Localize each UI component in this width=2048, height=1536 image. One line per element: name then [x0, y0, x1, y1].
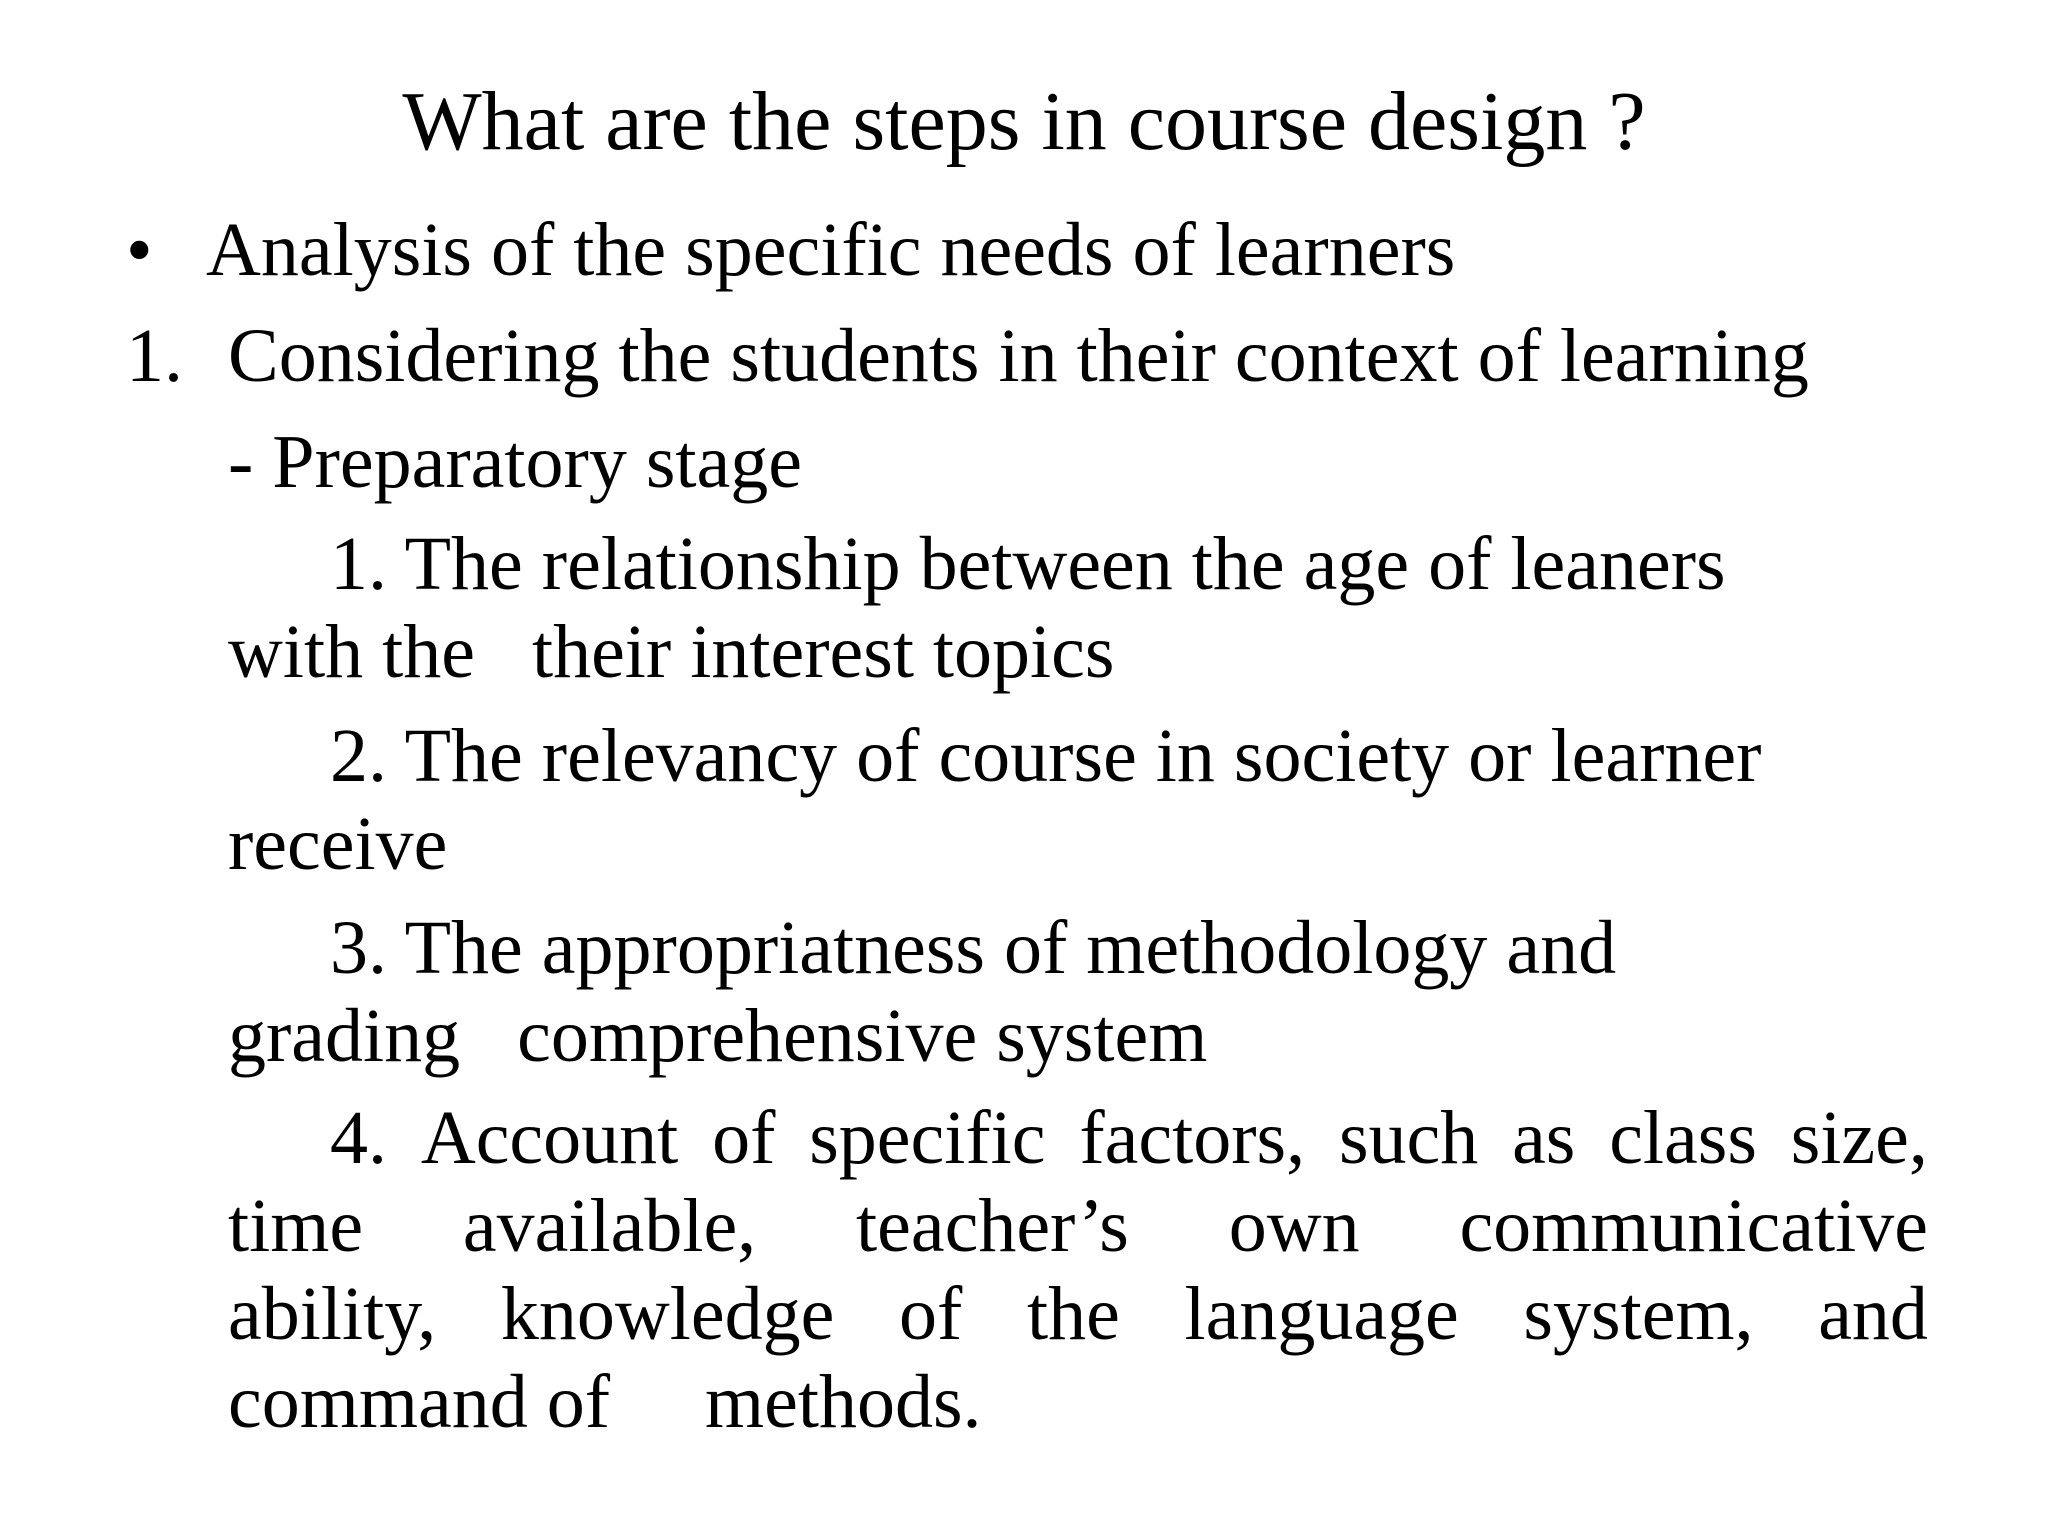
- item-4-word: the: [1026, 1272, 1120, 1356]
- item-1-line-2: with the their interest topics: [228, 610, 1115, 694]
- item-3-line-2: grading comprehensive system: [228, 994, 1208, 1078]
- item-4-word: size,: [1790, 1096, 1928, 1180]
- item-4-word: of: [899, 1272, 963, 1356]
- item-4-word: factors,: [1079, 1096, 1306, 1180]
- item-4-word: class: [1609, 1096, 1757, 1180]
- item-4-word: teacher’s: [856, 1184, 1129, 1268]
- bullet-text: Analysis of the specific needs of learners: [206, 208, 1456, 292]
- item-4-word: time: [228, 1184, 364, 1268]
- item-3-line-1: 3. The appropriatness of methodology and: [330, 906, 1617, 990]
- item-4-word: own: [1228, 1184, 1360, 1268]
- item-4-word: language: [1184, 1272, 1459, 1356]
- item-4-word: as: [1512, 1096, 1576, 1180]
- item-4-line-1: [330, 1094, 1928, 1182]
- item-4-line-2: [228, 1182, 1928, 1270]
- item-4-line-3: [228, 1270, 1928, 1358]
- item-4-line-4: command of methods.: [228, 1360, 982, 1444]
- item-2-line-2: receive: [228, 802, 448, 886]
- item-4-word: system,: [1523, 1272, 1754, 1356]
- item-4-word: communicative: [1459, 1184, 1928, 1268]
- slide-title: What are the steps in course design ?: [402, 75, 1646, 168]
- item-4-word: available,: [462, 1184, 757, 1268]
- item-4-word: such: [1338, 1096, 1479, 1180]
- item-4-word: Account: [420, 1096, 679, 1180]
- item-4-word: ability,: [228, 1272, 437, 1356]
- numbered-text: Considering the students in their context of learning: [228, 314, 1809, 398]
- numbered-marker: 1.: [126, 314, 183, 398]
- bullet-marker: •: [126, 208, 153, 292]
- item-1-line-1: 1. The relationship between the age of leaners: [330, 522, 1726, 606]
- item-4-word: specific: [809, 1096, 1046, 1180]
- item-4-word: and: [1818, 1272, 1928, 1356]
- item-2-line-1: 2. The relevancy of course in society or learner: [330, 714, 1762, 798]
- item-4-word: 4.: [330, 1096, 387, 1180]
- sub-heading: - Preparatory stage: [228, 420, 802, 504]
- item-4-word: knowledge: [500, 1272, 835, 1356]
- item-4-word: of: [712, 1096, 776, 1180]
